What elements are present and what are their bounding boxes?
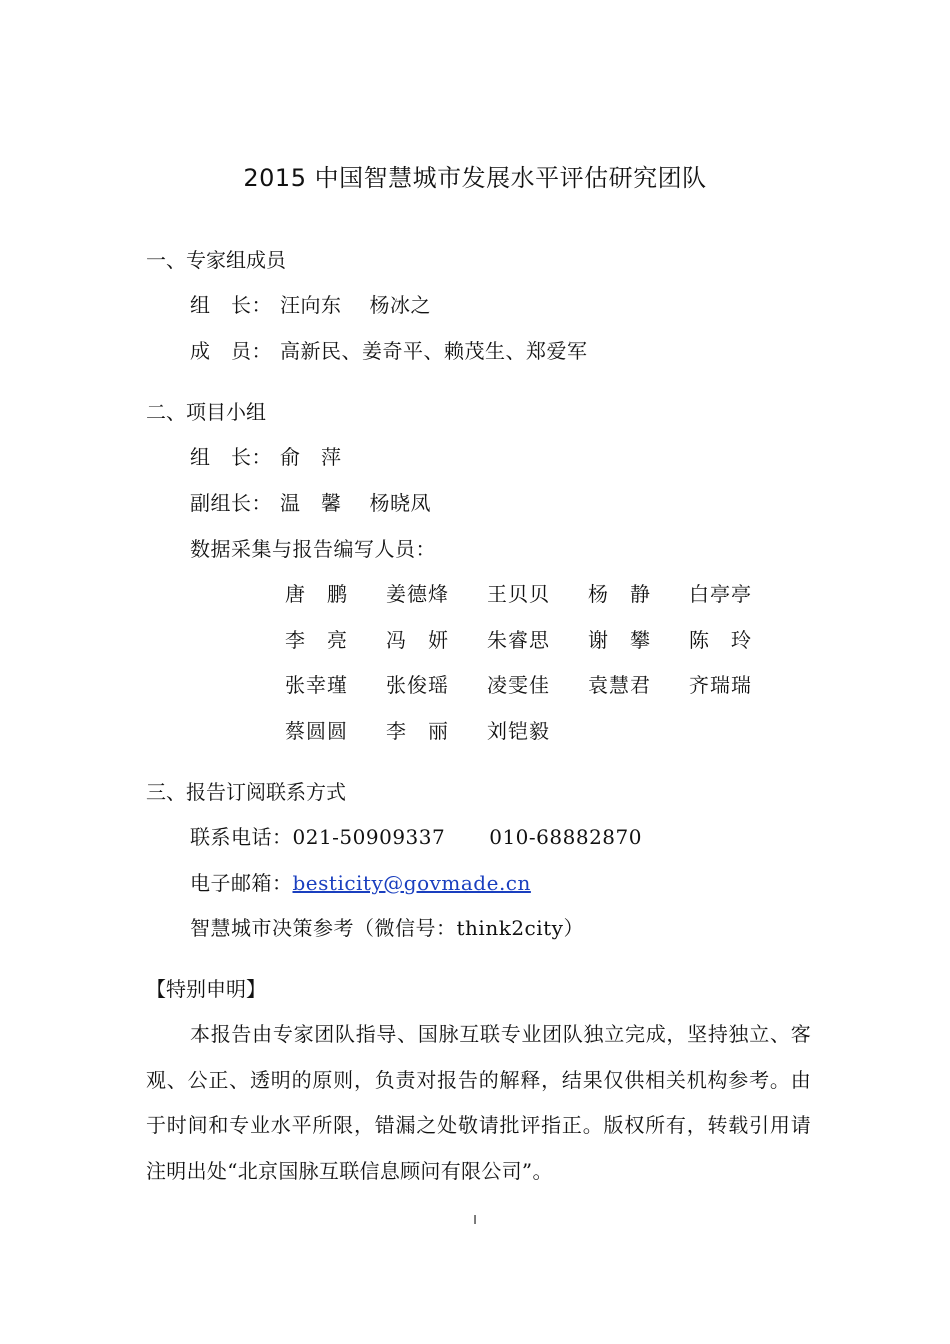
contact-email-label: 电子邮箱： [190,871,293,895]
contact-email-line [190,868,531,898]
team-deputy-name: 温 馨 [280,491,342,515]
writer-name: 王贝贝 [487,582,550,606]
writer-name: 冯 妍 [386,628,449,652]
section-heading-project-team: 二、项目小组 [146,400,266,424]
team-deputy-name: 杨晓凤 [369,491,431,515]
page-number: I [473,1213,477,1227]
writers-row [285,670,790,700]
experts-leader-line [190,290,431,320]
contact-email-link[interactable]: besticity@govmade.cn [292,871,531,895]
writers-row [285,625,790,655]
statement-body: 本报告由专家团队指导、国脉互联专业团队独立完成，坚持独立、客观、公正、透明的原则，负责对报告的解释，结果仅供相关机构参考。由于时间和专业水平所限，错漏之处敬请批评指正。版权所有，转载引用请注明出处“北京国脉互联信息顾问有限公司”。 [146,1022,811,1183]
contact-phone-label: 联系电话： [190,825,293,849]
team-deputy-line [190,488,431,518]
experts-members-label: 成 员： [190,339,272,363]
team-deputy-label: 副组长： [190,491,272,515]
team-writers-label: 数据采集与报告编写人员： [190,537,436,561]
contact-phone-line [190,822,642,852]
writer-name: 袁慧君 [588,673,651,697]
section-heading-experts: 一、专家组成员 [146,248,286,272]
experts-leader-label: 组 长： [190,293,272,317]
team-leader-name: 俞 萍 [280,445,342,469]
writer-name: 白亭亭 [689,582,752,606]
team-leader-label: 组 长： [190,445,272,469]
writers-row [285,716,588,746]
contact-wechat-line: 智慧城市决策参考（微信号：think2city） [190,916,584,940]
writer-name: 蔡圆圆 [285,719,348,743]
writer-name: 杨 静 [588,582,651,606]
experts-leader-name: 杨冰之 [369,293,431,317]
writer-name: 齐瑞瑞 [689,673,752,697]
writer-name: 姜德烽 [386,582,449,606]
statement-heading: 【特别申明】 [146,977,266,1001]
section-heading-contact: 三、报告订阅联系方式 [146,780,346,804]
experts-leader-name: 汪向东 [280,293,342,317]
writer-name: 唐 鹏 [285,582,348,606]
contact-phone-number: 010-68882870 [489,825,642,849]
writer-name: 张幸瑾 [285,673,348,697]
contact-phone-number: 021-50909337 [292,825,446,849]
writer-name: 谢 攀 [588,628,651,652]
team-leader-line [190,442,342,472]
writer-name: 凌雯佳 [487,673,550,697]
writer-name: 陈 玲 [689,628,752,652]
writer-name: 李 丽 [386,719,449,743]
experts-members-line [190,336,588,366]
experts-members-names: 高新民、姜奇平、赖茂生、郑爱军 [280,339,588,363]
writer-name: 张俊瑶 [386,673,449,697]
page-title: 2015 中国智慧城市发展水平评估研究团队 [243,164,707,192]
writer-name: 朱睿思 [487,628,550,652]
writer-name: 李 亮 [285,628,348,652]
writer-name: 刘铠毅 [487,719,550,743]
writers-row [285,579,790,609]
